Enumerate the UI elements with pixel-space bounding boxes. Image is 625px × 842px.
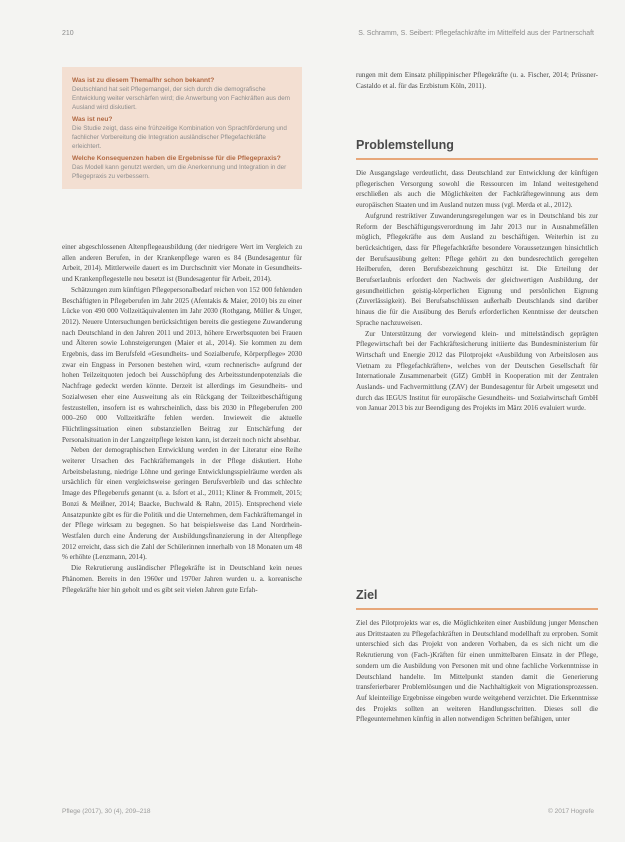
copyright: © 2017 Hogrefe xyxy=(548,808,594,815)
paragraph: Ziel des Pilotprojekts war es, die Möglichkeiten einer Ausbildung junger Menschen aus Drittstaaten zu Pflegefachkräften in Deutschland modellhaft zu erproben. Somit unterschied sich das Projekt von anderen Vorhaben, da es sich nicht um die Rekrutierung von (Fach-)Kräften für einen unmittelbaren Einsatz in der Pflege, sondern um die Ausbildung von Personen mit und ohne fachliche Vorkenntnisse in Deutschland handelte. Im Mittelpunkt standen damit die Generierung transferierbarer Problemlösungen und die Nachhaltigkeit von Migrationsprozessen. Auf kleinteilige Ergebnisse eingeben wurde weitgehend verzichtet. Die Erkenntnisse des Projekts sollten an weiteren Handlungsschritten. Dieses soll die Pflegeunternehmen künftig in allen notwendigen Schritten befähigen, unter xyxy=(356,619,598,724)
paragraph: Zur Unterstützung der vorwiegend klein- und mittelständisch geprägten Pflegewirtschaft bei der Fachkräftesicherung initiierte das Bundesministerium für Wirtschaft und Energie 2012 das Pilotprojekt «Ausbildung von Arbeitslosen aus Vietnam zu Pflegefachkräften», welches von der Deutschen Gesellschaft für Internationale Zusammenarbeit (GIZ) GmbH in Kooperation mit der Zentralen Auslands- und Fachvermittlung (ZAV) der Bundesagentur für Arbeit umgesetzt und durch das IEGUS Institut für europäische Gesundheits- und Sozialwirtschaft GmbH von Januar 2013 bis zur Beendigung des Projekts im März 2016 evaluiert wurde. xyxy=(356,329,598,413)
running-title: S. Schramm, S. Seibert: Pflegefachkräfte im Mittelfeld aus der Partnerschaft xyxy=(358,30,594,37)
key-questions-box xyxy=(62,67,302,189)
paragraph: rungen mit dem Einsatz philippinischer Pflegekräfte (u. a. Fischer, 2014; Prüssner-Castaldo et al. für das Erzbistum Köln, 2011). xyxy=(356,71,598,90)
running-header xyxy=(62,30,594,37)
section-problem-body xyxy=(356,168,598,414)
page-footer xyxy=(62,808,594,815)
paragraph: Neben der demographischen Entwicklung werden in der Literatur eine Reihe weiterer Ursachen des Fachkräftemangels in der Pflege diskutiert. Hohe Arbeitsbelastung, niedrige Löhne und geringe Entwicklungsspielräume werden als ursächlich für einen vergleichsweise geringen Berufsverbleib und das schlechte Image des Pflegeberufs genannt (u. a. Isfort et al., 2011; Kliner & Frommelt, 2015; Bonzi & Meißner, 2014; Baacke, Buchwald & Rahn, 2015). Entsprechend viele Ansatzpunkte gibt es für die Politik und die Unternehmen, dem Fachkräftemangel in der Pflege wirksam zu begegnen. So hat beispielsweise das Land Nordrhein-Westfalen durch eine Änderung der Ausbildungsfinanzierung in der Altenpflege 2012 erreicht, dass sich die Zahl der Schülerinnen innerhalb von 18 Monaten um 48 % erhöhte (Lenzmann, 2014). xyxy=(62,446,302,562)
section-divider xyxy=(356,158,598,160)
box-answer-2: Die Studie zeigt, dass eine frühzeitige Kombination von Sprachförderung und fachlicher Vorbereitung die Integration ausländischer Pflegefachkräfte erleichtert. xyxy=(72,125,287,150)
paragraph: Die Rekrutierung ausländischer Pflegekräfte ist in Deutschland kein neues Phänomen. Bereits in den 1960er und 1970er Jahren wurden u. a. koreanische Pflegekräfte hier hin geholt und es gibt seit vielen Jahren gute Erfah- xyxy=(62,564,302,594)
section-goal-body xyxy=(356,618,598,725)
box-answer-3: Das Modell kann genutzt werden, um die Anerkennung und Integration in der Pflegepraxis zu verbessern. xyxy=(72,164,287,180)
box-answer-1: Deutschland hat seit Pflegemangel, der sich durch die demografische Entwicklung weiter verschärfen wird; die Anwerbung von Fachkräften aus dem Ausland wird diskutiert. xyxy=(72,86,291,111)
right-column-intro xyxy=(356,70,598,91)
paragraph: einer abgeschlossenen Altenpflegeausbildung (der niedrigere Wert im Vergleich zu allen anderen Berufen, in der Krankenpflege waren es 84 (Bundesagentur für Arbeit, 2014). Mittlerweile dauert es im Durchschnitt vier Monate in Gesundheits- und Krankenpflegestelle neu besetzt ist (Bundesagentur für Arbeit, 2014). xyxy=(62,243,302,284)
page-number: 210 xyxy=(62,30,74,37)
paragraph: Aufgrund restriktiver Zuwanderungsregelungen war es in Deutschland bis zur Reform der Beschäftigungsverordnung im Jahr 2013 nur in Ausnahmefällen möglich, Pflegekräfte aus dem Ausland zu beschäftigen. Weiterhin ist zu berücksichtigen, dass für Pflegefachkräfte besondere Voraussetzungen hinsichtlich der Berufsausübung gelten: Pflege gehört zu den bundesrechtlich geregelten Heilberufen, deren Berufsbezeichnung geschützt ist. Die Erteilung der Berufserlaubnis erfordert den Nachweis der gleichwertigen Ausbildung, der gesundheitlichen geistig-körperlichen Eignung und persönlichen Eignung (Zuverlässigkeit). Bei Berufsabschlüssen außerhalb Deutschlands sind darüber hinaus die für die Ausübung des Berufs erforderlichen Kenntnisse der deutschen Sprache nachzuweisen. xyxy=(356,211,598,327)
section-divider xyxy=(356,608,598,610)
left-column xyxy=(62,242,302,595)
section-heading-goal: Ziel xyxy=(356,588,378,602)
paragraph: Die Ausgangslage verdeutlicht, dass Deutschland zur Entwicklung der künftigen pflegerischen Versorgung sowohl die Ressourcen im Inland weitestgehend erschließen als auch die Möglichkeiten der Fachkräftegewinnung aus dem europäischen Staaten und im Ausland nutzen muss (vgl. Merda et al., 2012). xyxy=(356,169,598,210)
box-question-1: Was ist zu diesem Thema/Ihr schon bekannt? xyxy=(72,77,215,84)
journal-citation: Pflege (2017), 30 (4), 209–218 xyxy=(62,808,151,815)
box-question-3: Welche Konsequenzen haben die Ergebnisse für die Pflegepraxis? xyxy=(72,155,281,162)
paragraph: Schätzungen zum künftigen Pflegepersonalbedarf reichen von 152 000 fehlenden Beschäftigten in Pflegeberufen im Jahr 2025 (Afentakis & Maier, 2010) bis zu einer Lücke von 490 000 Vollzeitäquivalenten im Jahr 2030 (Rothgang, Müller & Unger, 2012). Neuere Untersuchungen berücksichtigen bereits die gestiegene Zuwanderung nach Deutschland in den Jahren 2011 und 2013, höhere Erwerbsquoten bei Frauen und Älteren sowie Lohnsteigerungen (Maier et al., 2014). Sie kommen zu dem Ergebnis, dass im Berufsfeld «Gesundheits- und Sozialberufe, Körperpflege» 2030 zwar ein Engpass in Personen bestehen wird, «zum rechnerisch» aufgrund der hohen Teilzeitquoten jedoch bei Ausschöpfung des Arbeitsstundenpotenzials die Nachfrage gedeckt werden könnte. Derzeit ist allerdings im Gesundheits- und Sozialwesen eher eine Ausweitung als ein Rückgang der Teilzeitbeschäftigung festzustellen, insofern ist es wahrscheinlich, dass bis 2030 in Pflegeberufen 200 000–260 000 Vollzeitkräfte fehlen werden. Inwieweit die aktuelle Flüchtlingssituation einen substanziellen Beitrag zur Entschärfung der Personalsituation in der Langzeitpflege leisten kann, ist derzeit noch nicht absehbar. xyxy=(62,285,302,444)
box-question-2: Was ist neu? xyxy=(72,116,113,123)
section-heading-problem: Problemstellung xyxy=(356,138,454,152)
